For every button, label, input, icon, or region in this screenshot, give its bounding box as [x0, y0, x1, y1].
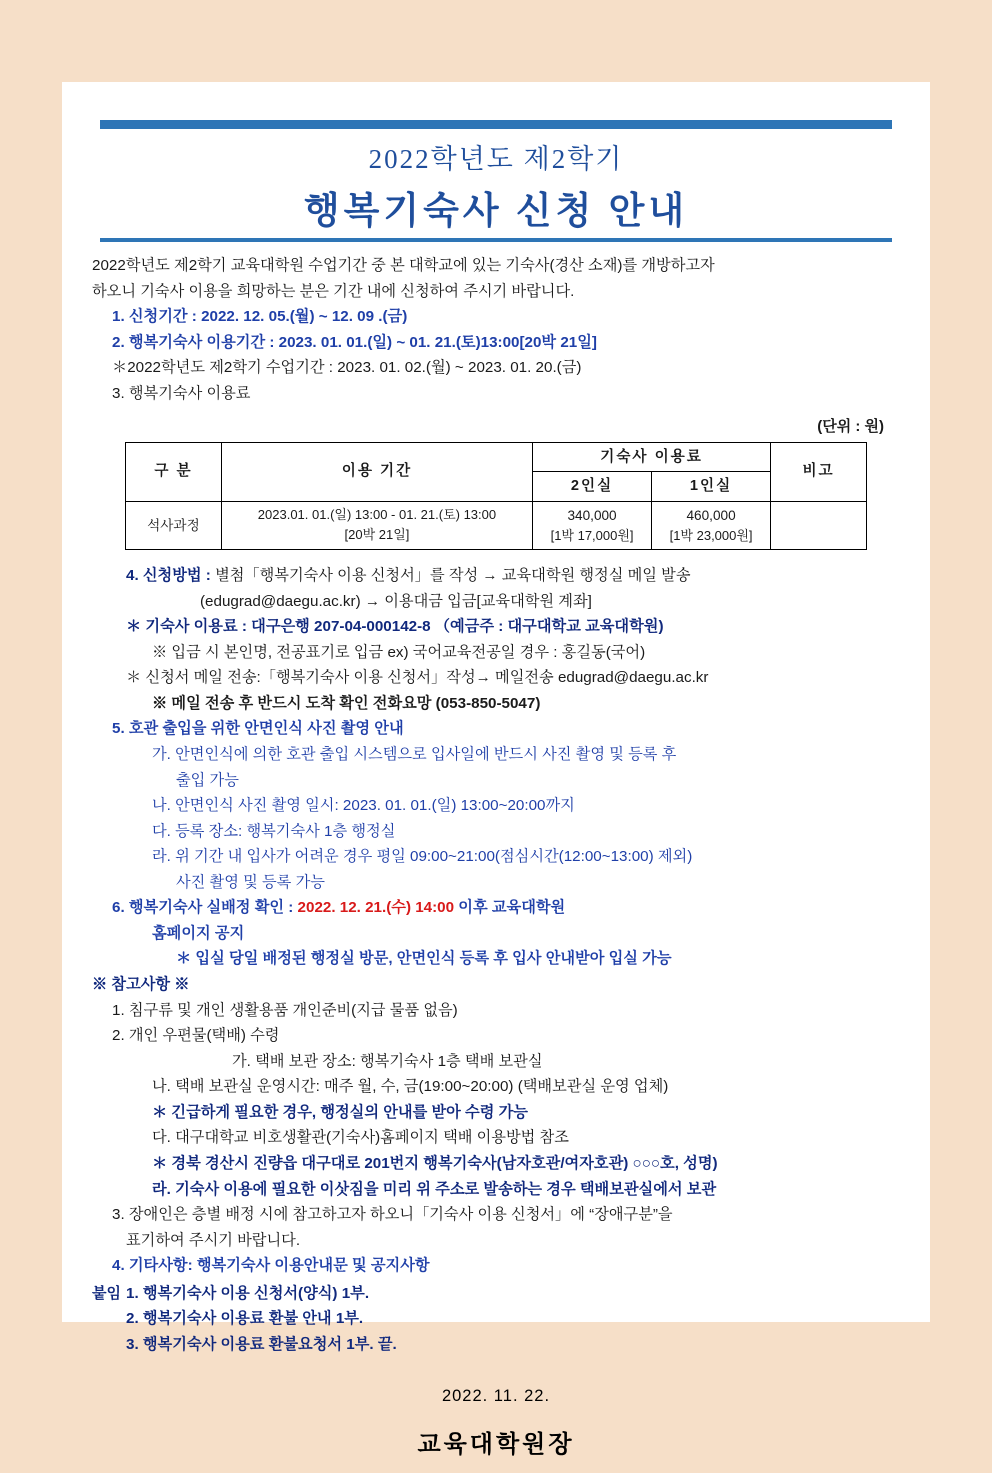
reference-item-3-line1: 3. 장애인은 층별 배정 시에 참고하고자 하오니「기숙사 이용 신청서」에 “장애구분”을: [112, 1206, 673, 1224]
mail-confirm-line: ※ 메일 전송 후 반드시 도착 확인 전화요망 (053-850-5047): [152, 694, 541, 712]
th-room-single: 1인실: [652, 472, 771, 502]
reference-item-2: 2. 개인 우편물(택배) 수령: [112, 1027, 280, 1045]
fee-table: [125, 442, 867, 550]
reference-heading: ※ 참고사항 ※: [92, 976, 190, 994]
section5-d-line2: 사진 촬영 및 등록 가능: [176, 873, 325, 891]
th-remark: 비고: [771, 442, 867, 501]
attachment-block: [92, 1282, 900, 1357]
td-fee-double-main: 340,000: [567, 507, 617, 523]
apply-method-text: 별첨「행복기숙사 이용 신청서」를 작성 → 교육대학원 행정실 메일 발송: [215, 567, 691, 585]
page-title-line1: 2022학년도 제2학기: [368, 144, 624, 174]
td-fee-single-sub: [1박 23,000원]: [669, 527, 753, 543]
reference-item-4: 4. 기타사항: 행복기숙사 이용안내문 및 공지사항: [112, 1257, 430, 1275]
section5-c: 다. 등록 장소: 행복기숙사 1층 행정실: [152, 822, 396, 840]
item-stay-period: 2. 행복기숙사 이용기간 : 2023. 01. 01.(일) ~ 01. 21.(토)13:00[20박 21일]: [112, 333, 597, 351]
section6-note: ＊ 입실 당일 배정된 행정실 방문, 안면인식 등록 후 입사 안내받아 입실 가능: [176, 950, 672, 968]
section5-a-line2: 출입 가능: [176, 771, 239, 789]
bank-line: [92, 615, 900, 639]
page-title-line2: 행복기숙사 신청 안내: [303, 191, 689, 232]
td-period-line1: 2023.01. 01.(일) 13:00 - 01. 21.(토) 13:00: [257, 507, 497, 523]
td-remark: [771, 501, 867, 549]
item-application-period: 1. 신청기간 : 2022. 12. 05.(월) ~ 12. 09 .(금): [112, 308, 408, 326]
td-fee-single: [652, 501, 771, 549]
apply-method-line2: (edugrad@daegu.ac.kr) → 이용대금 입금[교육대학원 계좌]: [200, 592, 592, 610]
table-header-row: [126, 442, 867, 472]
reference-item-2c-note: ＊ 경북 경산시 진량읍 대구대로 201번지 행복기숙사(남자호관/여자호관) ○○○호, 성명): [152, 1154, 718, 1172]
section5-b: 나. 안면인식 사진 촬영 일시: 2023. 01. 01.(일) 13:00~20:00까지: [152, 797, 575, 815]
section6-heading-line2: 홈페이지 공지: [152, 924, 245, 942]
section5-heading: 5. 호관 출입을 위한 안면인식 사진 촬영 안내: [112, 720, 404, 738]
td-fee-double: [533, 501, 652, 549]
content: [92, 254, 900, 1463]
deposit-note: ※ 입금 시 본인명, 전공표기로 입금 ex) 국어교육전공일 경우 : 홍길동(국어): [152, 643, 646, 661]
document-signer: 교육대학원장: [417, 1431, 575, 1459]
td-period-line2: [20박 21일]: [344, 527, 410, 543]
section6-heading-pre: 6. 행복기숙사 실배정 확인 :: [112, 899, 298, 917]
reference-item-2d: 라. 기숙사 이용에 필요한 이삿짐을 미리 위 주소로 발송하는 경우 택배보관실에서 보관: [152, 1180, 717, 1198]
apply-method-line: [92, 564, 900, 588]
document-date: 2022. 11. 22.: [441, 1387, 551, 1406]
attachment-item-3: 3. 행복기숙사 이용료 환불요청서 1부. 끝.: [126, 1335, 397, 1353]
th-division: 구 분: [126, 442, 222, 501]
table-unit-label: (단위 : 원): [817, 418, 884, 436]
td-fee-double-sub: [1박 17,000원]: [550, 527, 634, 543]
reference-item-3-line2: 표기하여 주시기 바랍니다.: [126, 1231, 301, 1249]
title-bottom-rule: [100, 238, 892, 242]
item-class-period-note: ＊2022학년도 제2학기 수업기간 : 2023. 01. 02.(월) ~ 2023. 01. 20.(금): [112, 359, 582, 377]
section5-a-line1: 가. 안면인식에 의한 호관 출입 시스템으로 입사일에 반드시 사진 촬영 및 등록 후: [152, 745, 677, 763]
td-division: 석사과정: [126, 501, 222, 549]
document-page: [62, 82, 930, 1459]
reference-item-2b-note: ＊ 긴급하게 필요한 경우, 행정실의 안내를 받아 수령 가능: [152, 1103, 528, 1121]
item-fee-heading: 3. 행복기숙사 이용료: [112, 384, 251, 402]
td-fee-single-main: 460,000: [686, 507, 736, 523]
reference-item-2b: 나. 택배 보관실 운영시간: 매주 월, 수, 금(19:00~20:00) (택배보관실 운영 업체): [152, 1078, 669, 1096]
reference-item-1: 1. 침구류 및 개인 생활용품 개인준비(지급 물품 없음): [112, 1001, 458, 1019]
section5-d-line1: 라. 위 기간 내 입사가 어려운 경우 평일 09:00~21:00(점심시간(12:00~13:00) 제외): [152, 848, 693, 866]
mail-send-line: ＊ 신청서 메일 전송:「행복기숙사 이용 신청서」작성→ 메일전송 edugrad@daegu.ac.kr: [126, 669, 709, 687]
intro-line1: 2022학년도 제2학기 교육대학원 수업기간 중 본 대학교에 있는 기숙사(경산 소재)를 개방하고자: [92, 257, 715, 274]
section6-heading: [92, 896, 900, 920]
reference-item-2a: 가. 택배 보관 장소: 행복기숙사 1층 택배 보관실: [232, 1052, 543, 1070]
table-row: [126, 501, 867, 549]
th-period: 이용 기간: [221, 442, 532, 501]
reference-item-2c: 다. 대구대학교 비호생활관(기숙사)홈페이지 택배 이용방법 참조: [152, 1129, 569, 1147]
bank-label: ＊ 기숙사 이용료 :: [126, 618, 252, 636]
attachment-label: 붙임: [92, 1284, 121, 1302]
attachment-item-2: 2. 행복기숙사 이용료 환불 안내 1부.: [126, 1310, 364, 1328]
apply-method-label: 4. 신청방법 :: [126, 567, 216, 585]
attachment-item-1: 1. 행복기숙사 이용 신청서(양식) 1부.: [126, 1284, 370, 1302]
document-body: [62, 82, 930, 1473]
section6-heading-post: 이후 교육대학원: [454, 899, 566, 917]
section6-heading-date: 2022. 12. 21.(수) 14:00: [297, 899, 455, 917]
th-fee-group: 기숙사 이용료: [533, 442, 771, 472]
intro-line2: 하오니 기숙사 이용을 희망하는 분은 기간 내에 신청하여 주시기 바랍니다.: [92, 282, 575, 300]
th-room-double: 2인실: [533, 472, 652, 502]
td-period: [221, 501, 532, 549]
bank-text: 대구은행 207-04-000142-8 （예금주 : 대구대학교 교육대학원): [251, 618, 664, 636]
title-top-rule: [100, 120, 892, 129]
